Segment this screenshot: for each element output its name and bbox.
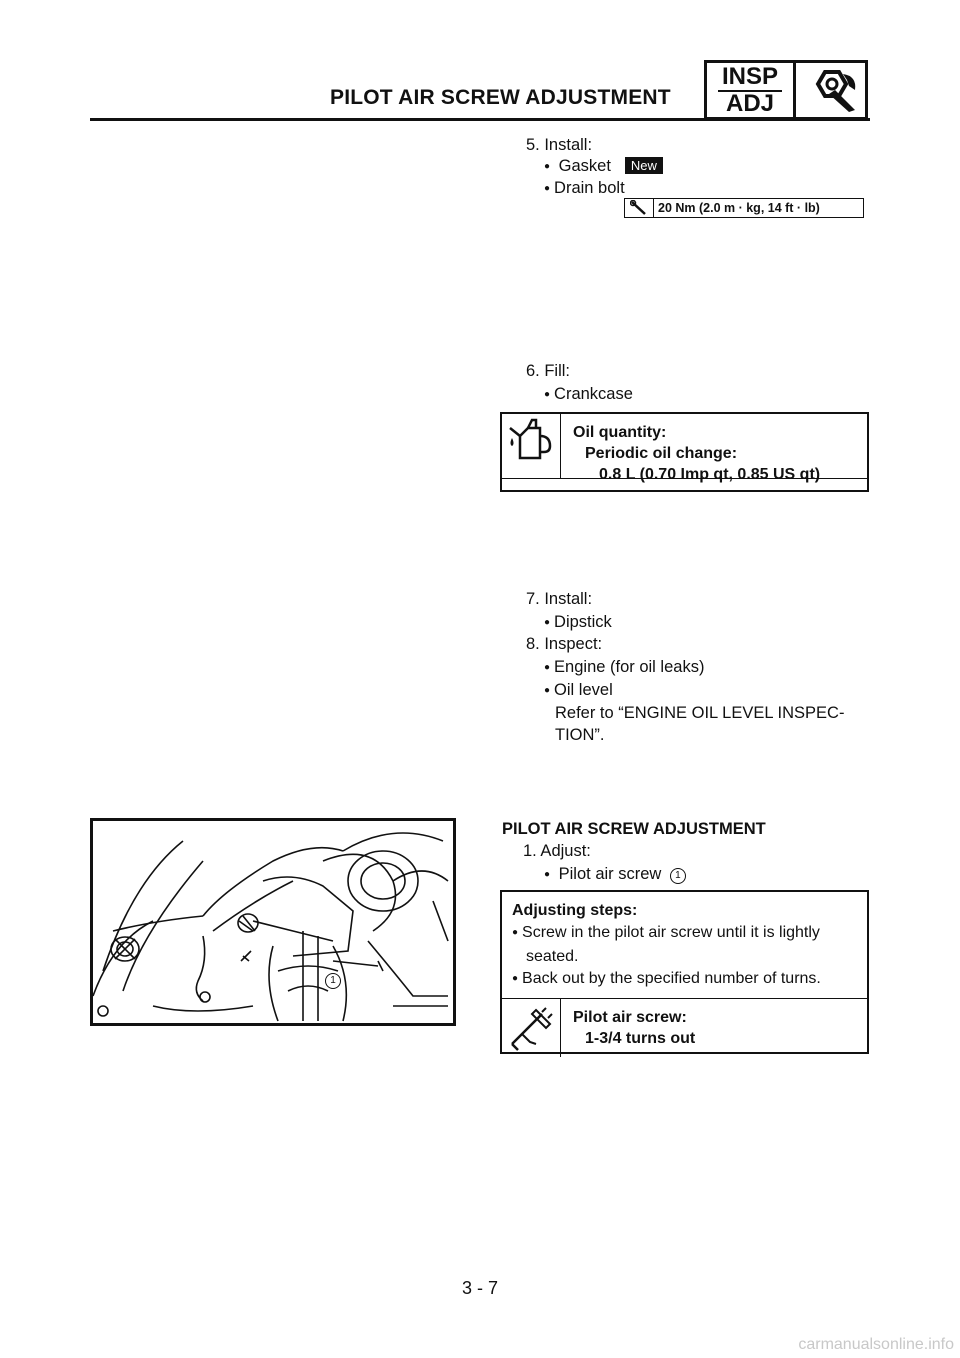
insp-adj-badge [704, 60, 868, 120]
refer-line-1: Refer to “ENGINE OIL LEVEL INSPEC- [555, 704, 845, 722]
pilot-spec-line2: 1-3/4 turns out [585, 1030, 696, 1047]
step-8-item-oil-level: ● Oil level [544, 679, 613, 704]
adjusting-bullet-1-wrap: seated. [526, 948, 579, 965]
step-7-item-dipstick: ● Dipstick [544, 611, 612, 636]
pilot-air-screw-spec-text [561, 999, 707, 1057]
page-number: 3 - 7 [461, 1278, 499, 1298]
pilot-spec-line1: Pilot air screw: [573, 1009, 687, 1026]
adjusting-steps-box [500, 890, 869, 1054]
carburetor-illustration [90, 818, 456, 1026]
insp-adj-label [707, 63, 796, 117]
pilot-step-1-label: 1. Adjust: [523, 842, 591, 860]
adjusting-steps-text [502, 892, 867, 999]
torque-value: 20 Nm (2.0 m · kg, 14 ft · lb) [658, 201, 820, 215]
oil-spec-line1: Oil quantity: [573, 424, 667, 441]
watermark: carmanualsonline.info [798, 1336, 954, 1353]
figure-callout-1: 1 [325, 973, 341, 989]
step-5-label: 5. Install: [526, 136, 593, 154]
step-6-item-crankcase: ● Crankcase [544, 383, 633, 408]
step-6-label: 6. Fill: [526, 362, 571, 380]
pilot-air-screw-text: Pilot air screw [558, 865, 662, 883]
callout-1-marker: 1 [670, 868, 686, 884]
refer-line-2: TION”. [555, 726, 605, 744]
step-8-label: 8. Inspect: [526, 635, 603, 653]
gasket-text: Gasket [558, 157, 611, 175]
caliper-icon [502, 999, 561, 1057]
badge-adj-text: ADJ [725, 89, 774, 117]
oil-quantity-spec-text [561, 414, 832, 483]
pilot-air-screw-spec [502, 999, 867, 1057]
torque-spec [624, 198, 864, 218]
adjusting-steps-heading: Adjusting steps: [512, 902, 638, 919]
step-5-item-drain-bolt: ● Drain bolt [544, 177, 625, 202]
oil-spec-line3: 0.8 L (0.70 Imp qt, 0.85 US qt) [599, 466, 821, 483]
section-title: PILOT AIR SCREW ADJUSTMENT [502, 820, 766, 838]
oil-quantity-spec-box [500, 412, 869, 492]
page-header-title: PILOT AIR SCREW ADJUSTMENT [330, 86, 671, 109]
adjusting-bullet-2: ● Back out by the specified number of turns. [512, 968, 857, 992]
new-badge: New [625, 157, 663, 174]
step-7-label: 7. Install: [526, 590, 593, 608]
step-8-item-engine: ● Engine (for oil leaks) [544, 656, 704, 681]
oil-can-icon [502, 414, 561, 478]
pilot-step-1-item [544, 863, 686, 888]
torque-wrench-icon [625, 199, 654, 217]
wrench-nut-icon [796, 63, 865, 117]
adjusting-bullet-1: ● Screw in the pilot air screw until it is lightly [512, 922, 857, 946]
oil-spec-line2: Periodic oil change: [585, 445, 738, 462]
badge-insp-text: INSP [718, 65, 782, 92]
